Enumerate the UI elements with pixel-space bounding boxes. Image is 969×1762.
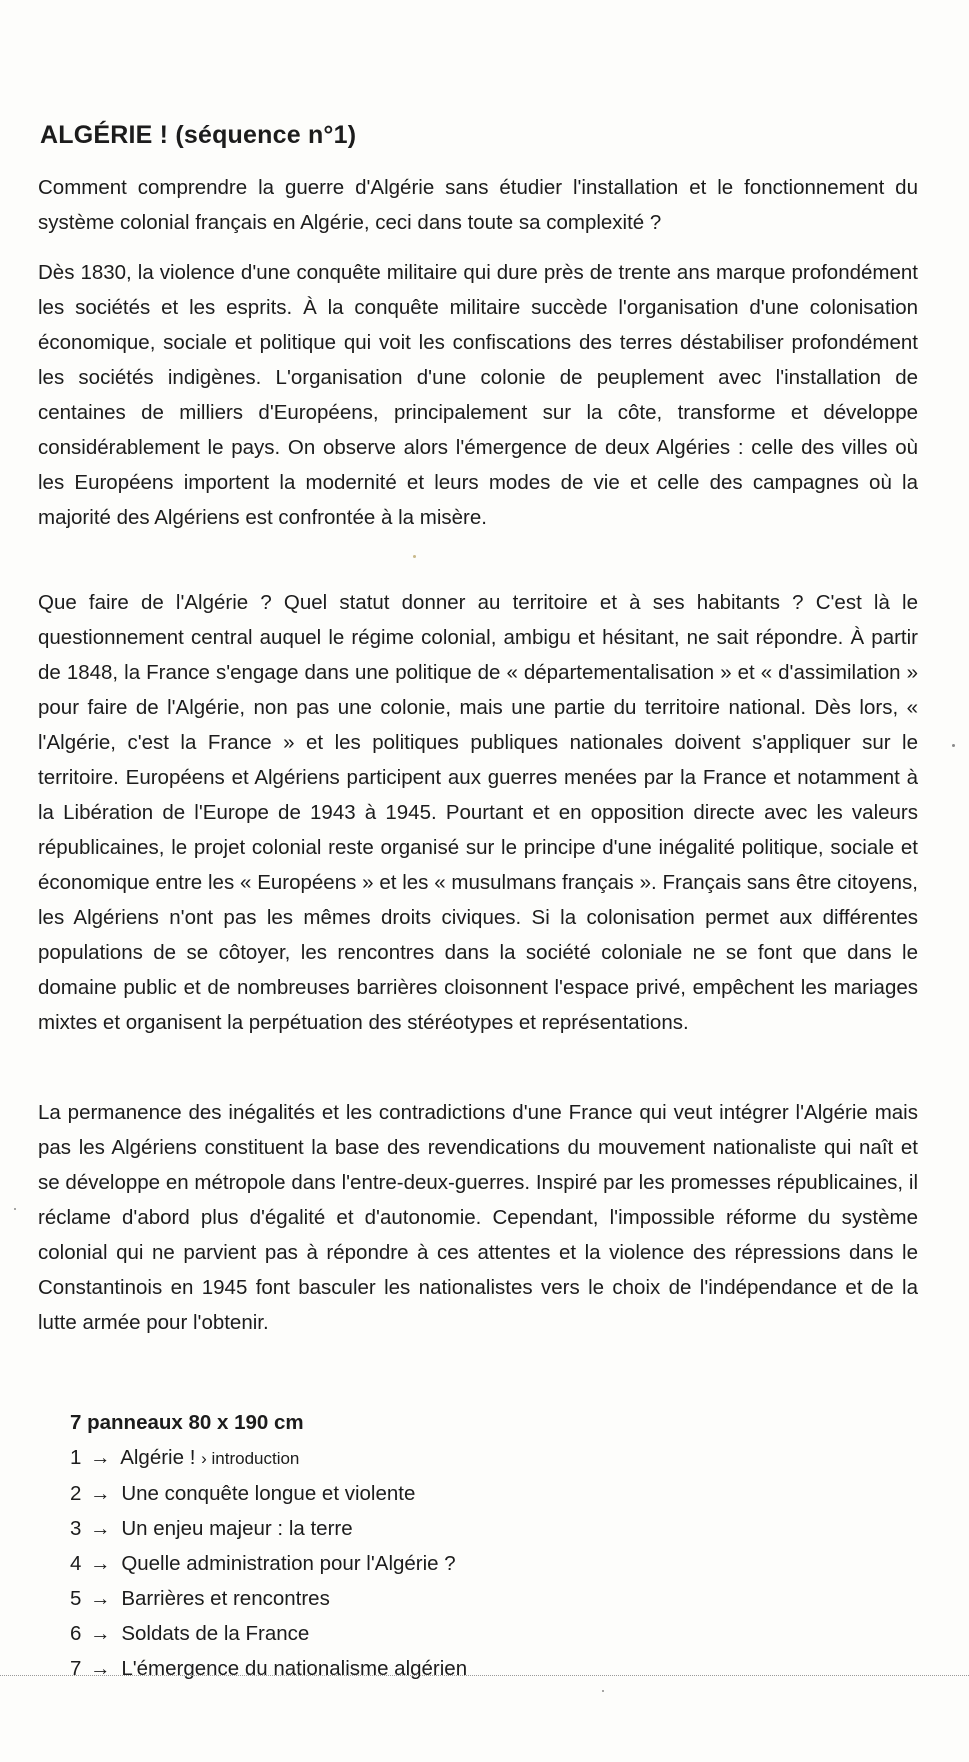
panels-list [70, 1440, 670, 1686]
status-paragraph: Que faire de l'Algérie ? Quel statut donner au territoire et à ses habitants ? C'est là le questionnement central auquel le régime colonial, ambigu et hésitant, ne sait répondre. À partir de 1848, la France s'engage dans une politique de « départementalisation » et « d'assimilation » pour faire de l'Algérie, non pas une colonie, mais une partie du territoire national. Dès lors, « l'Algérie, c'est la France » et les politiques publiques nationales doivent s'appliquer sur le territoire. Européens et Algériens participent aux guerres menées par la France et notamment à la Libération de l'Europe de 1943 à 1945. Pourtant et en opposition directe avec les valeurs républicaines, le projet colonial reste organisé sur le principe d'une inégalité politique, sociale et économique entre les « Européens » et les « musulmans français ». Français sans être citoyens, les Algériens n'ont pas les mêmes droits civiques. Si la colonisation permet aux différentes populations de se côtoyer, les rencontres dans la société coloniale ne se font que dans le domaine public et de nombreuses barrières cloisonnent l'espace privé, empêchent les mariages mixtes et organisent la perpétuation des stéréotypes et représentations. [38, 591, 918, 1034]
panel-number: 5 [70, 1587, 82, 1610]
scan-speck [14, 1208, 16, 1210]
right-arrow-icon: → [90, 1517, 111, 1540]
panel-item-6 [70, 1616, 670, 1651]
panel-label: Soldats de la France [121, 1622, 310, 1645]
panel-label: Une conquête longue et violente [121, 1482, 416, 1505]
intro-paragraph: Comment comprendre la guerre d'Algérie sans étudier l'installation et le fonctionnement du système colonial français en Algérie, ceci dans toute sa complexité ? [38, 176, 918, 234]
right-arrow-icon: → [90, 1446, 111, 1469]
conquest-paragraph: Dès 1830, la violence d'une conquête militaire qui dure près de trente ans marque profondément les sociétés et les esprits. À la conquête militaire succède l'organisation d'une colonisation économique, sociale et politique qui voit les confiscations des terres déstabiliser profondément les sociétés indigènes. L'organisation d'une colonie de peuplement avec l'installation de centaines de milliers d'Européens, principalement sur la côte, transforme et développe considérablement le pays. On observe alors l'émergence de deux Algéries : celle des villes où les Européens importent la modernité et leurs modes de vie et celle des campagnes où la majorité des Algériens est confrontée à la misère. [38, 261, 918, 529]
panel-label: Barrières et rencontres [121, 1587, 330, 1610]
right-arrow-icon: → [90, 1622, 111, 1645]
panel-item-1 [70, 1440, 670, 1476]
nationalism-paragraph: La permanence des inégalités et les contradictions d'une France qui veut intégrer l'Algérie mais pas les Algériens constituent la base des revendications du mouvement nationaliste qui naît et se développe en métropole dans l'entre-deux-guerres. Inspiré par les promesses républicaines, il réclame d'abord plus d'égalité et d'autonomie. Cependant, l'impossible réforme du système colonial qui ne parvient pas à répondre à ces attentes et la violence des répressions dans le Constantinois en 1945 font basculer les nationalistes vers le choix de l'indépendance et de la lutte armée pour l'obtenir. [38, 1101, 918, 1334]
scan-dotted-line [0, 1675, 969, 1676]
right-arrow-icon: → [90, 1657, 111, 1680]
panel-label: Algérie ! [120, 1446, 196, 1469]
panel-label: L'émergence du nationalisme algérien [121, 1657, 468, 1680]
panel-label: Quelle administration pour l'Algérie ? [121, 1552, 456, 1575]
panel-number: 1 [70, 1446, 82, 1469]
document-title: ALGÉRIE ! (séquence n°1) [40, 121, 357, 149]
panels-section [70, 1405, 670, 1686]
panel-number: 6 [70, 1622, 82, 1645]
scan-speck [602, 1690, 604, 1692]
panels-heading: 7 panneaux 80 x 190 cm [70, 1411, 304, 1434]
panel-sublabel: › introduction [201, 1449, 300, 1468]
panel-item-7 [70, 1651, 670, 1686]
panel-number: 3 [70, 1517, 82, 1540]
right-arrow-icon: → [90, 1587, 111, 1610]
scan-speck [952, 744, 955, 747]
panel-item-5 [70, 1581, 670, 1616]
right-arrow-icon: → [90, 1552, 111, 1575]
panel-item-2 [70, 1476, 670, 1511]
panel-number: 4 [70, 1552, 82, 1575]
panel-number: 7 [70, 1657, 82, 1680]
panel-item-3 [70, 1511, 670, 1546]
right-arrow-icon: → [90, 1482, 111, 1505]
panel-item-4 [70, 1546, 670, 1581]
scan-speck [413, 555, 416, 558]
panel-label: Un enjeu majeur : la terre [121, 1517, 353, 1540]
panel-number: 2 [70, 1482, 82, 1505]
